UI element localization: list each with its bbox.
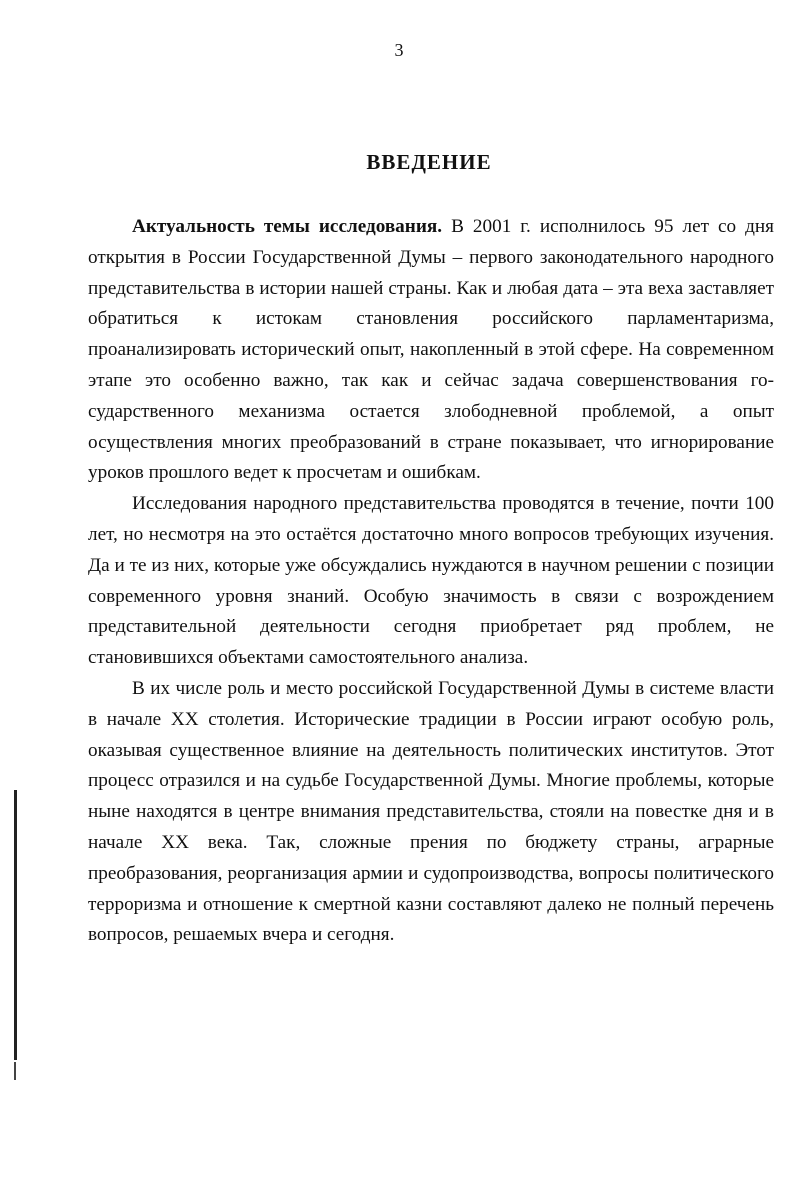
- paragraph-1: [88, 212, 774, 489]
- paragraph-3: [88, 674, 774, 951]
- paragraph-2: [88, 489, 774, 674]
- paragraph-3-text: В их числе роль и место российской Государственной Думы в системе власти в начале XX столетия. Исторические традиции в России играют особую роль, оказывая существенное влияние на деятельность политических институтов. Этот процесс отразился и на судьбе Государственной Думы. Многие проблемы, которые ныне находятся в центре внимания представительства, стояли на повестке дня и в начале XX века. Так, сложные прения по бюджету страны, аграрные преобразования, реорганизация армии и судопроизводства, вопросы политического терроризма и отношение к смертной казни составляют далеко не полный перечень вопросов, решаемых вчера и сегодня.: [88, 677, 774, 946]
- scan-margin-tick: [14, 1062, 16, 1080]
- paragraph-lead: Актуальность темы исследования.: [132, 216, 443, 237]
- scan-margin-line: [14, 790, 17, 1060]
- section-title: ВВЕДЕНИЕ: [366, 150, 492, 174]
- paragraph-2-text: Исследования народного представительства проводятся в течение, почти 100 лет, но несмотря на это остаётся достаточно много вопросов требующих изучения. Да и те из них, которые уже обсуждались нуждаются в научном решении с позиции современного уровня знаний. Особую значимость в связи с возрождением представительной деятельности сегодня приобретает ряд проблем, не становившихся объектами самостоятельного анализа.: [88, 493, 774, 669]
- page-number: 3: [394, 40, 404, 60]
- paragraph-1-text: В 2001 г. исполнилось 95 лет со дня открытия в России Государственной Думы – первого законодательного народного представительства в истории нашей страны. Как и любая дата – эта веха заставляет обратиться к истокам становления российского парламентаризма, проанализировать исторический опыт, накопленный в этой сфере. На современном этапе это особенно важно, так как и сейчас задача совершенствования государственного механизма остается злободневной проблемой, а опыт осуществления многих преобразований в стране показывает, что игнорирование уроков прошлого ведет к просчетам и ошибкам.: [88, 216, 774, 484]
- body-text: [88, 212, 774, 951]
